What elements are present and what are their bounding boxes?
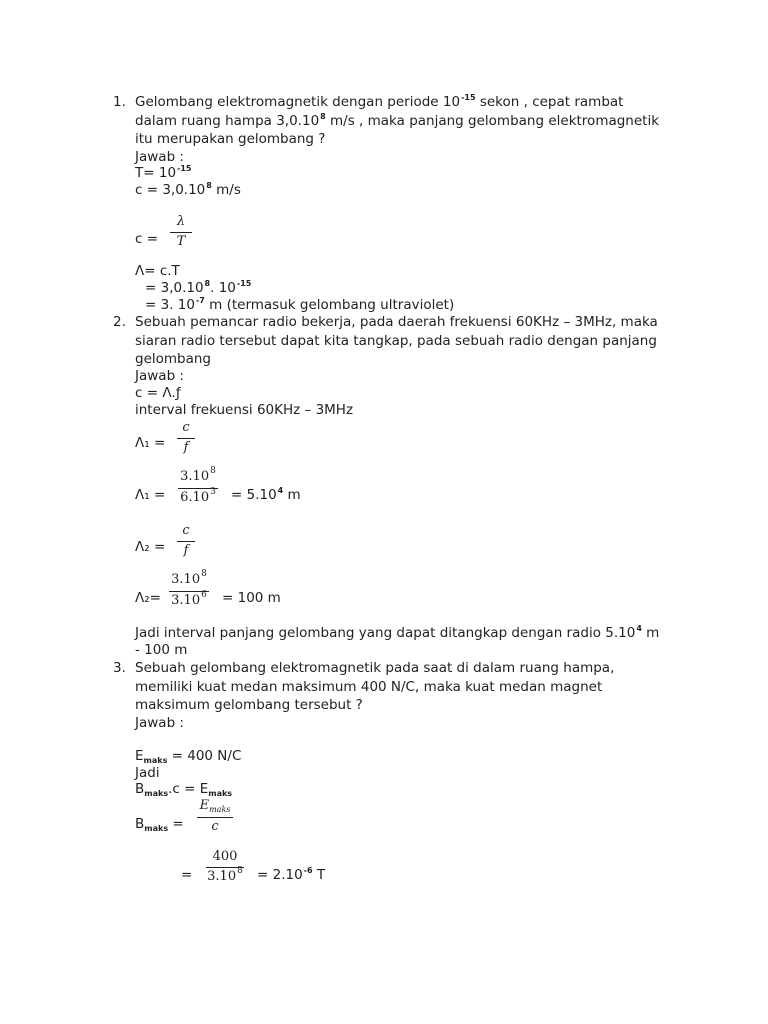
lambda1-lhs: Λ₁ =	[135, 487, 166, 503]
fraction-numerator: 3.10$^8$	[180, 466, 216, 484]
question-line: siaran radio tersebut dapat kita tangkap, pada sebuah radio dengan panjang	[135, 333, 657, 349]
fraction-numerator: $E_{maks}$	[199, 798, 231, 814]
jadi-label: Jadi	[135, 765, 160, 781]
fraction-denominator: 6.10$^3$	[180, 487, 216, 505]
conclusion-line: - 100 m	[135, 642, 188, 658]
fraction-lambda1-values	[178, 466, 218, 507]
fraction-bar	[197, 817, 233, 818]
question-line: Sebuah pemancar radio bekerja, pada daerah frekuensi 60KHz – 3MHz, maka	[135, 314, 658, 330]
calc-result: = 3. $10^{-7}$ m (termasuk gelombang ultraviolet)	[145, 296, 455, 313]
given-field: $E_{maks} = 400$ N/C	[135, 748, 242, 765]
fraction-numerator: 400	[212, 849, 238, 864]
lambda2-lhs: Λ₂ =	[135, 539, 166, 555]
answer-label: Jawab :	[135, 149, 184, 165]
conclusion-line: Jadi interval panjang gelombang yang dapat ditangkap dengan radio 5.10$^4$ m	[135, 624, 660, 641]
problem-number: 2.	[113, 314, 126, 330]
question-line: itu merupakan gelombang ?	[135, 131, 326, 147]
lambda1-lhs: Λ₁ =	[135, 435, 166, 451]
b-max-lhs: $B_{maks}$ =	[135, 816, 184, 833]
fraction-numerator: c	[182, 420, 190, 435]
fraction-bar	[170, 232, 192, 233]
fraction-numerator: c	[182, 523, 190, 538]
relation: $B_{maks}.c = E_{maks}$	[135, 781, 233, 798]
fraction-denominator: f	[183, 543, 189, 558]
fraction-c-over-f	[177, 523, 195, 559]
fraction-final-values	[206, 849, 244, 886]
question-line: gelombang	[135, 351, 212, 367]
question-line: Gelombang elektromagnetik dengan periode $10^{-15}$ sekon , cepat rambat	[135, 93, 624, 110]
question-line: dalam ruang hampa 3,0.10$^8$ m/s , maka panjang gelombang elektromagnetik	[135, 112, 660, 129]
speed-formula: c = Λ.ƒ	[135, 385, 181, 401]
fraction-emax-over-c	[197, 798, 233, 835]
final-result: = $2.10^{-6}$ T	[257, 866, 326, 883]
fraction-denominator: 3.10$^6$	[171, 590, 207, 608]
lambda2-result: = 100 m	[222, 590, 281, 606]
given-speed: $c = 3,0.10^8$ m/s	[135, 181, 241, 198]
problem-number: 3.	[113, 660, 126, 676]
fraction-lambda2-values	[169, 569, 209, 610]
calc-step: = $3,0.10^8$. $10^{-15}$	[145, 279, 252, 296]
lambda1-result: = $5.10^4$ m	[231, 486, 301, 503]
fraction-denominator: T	[176, 234, 186, 249]
answer-label: Jawab :	[135, 715, 184, 731]
frequency-interval: interval frekuensi 60KHz – 3MHz	[135, 402, 354, 418]
fraction-bar	[177, 541, 195, 542]
answer-label: Jawab :	[135, 368, 184, 384]
fraction-denominator: f	[183, 440, 189, 455]
fraction-denominator: c	[211, 819, 219, 834]
fraction-lambda-over-t	[170, 214, 192, 250]
wavelength-formula: Λ= c.T	[135, 263, 180, 279]
question-line: maksimum gelombang tersebut ?	[135, 697, 363, 713]
final-equals: =	[181, 867, 193, 883]
formula-lhs: c =	[135, 231, 159, 247]
given-period: $T= 10^{-15}$	[135, 164, 192, 181]
fraction-denominator: 3.10$^8$	[207, 866, 243, 884]
fraction-numerator: λ	[176, 214, 186, 229]
question-line: Sebuah gelombang elektromagnetik pada saat di dalam ruang hampa,	[135, 660, 615, 676]
fraction-numerator: 3.10$^8$	[171, 569, 207, 587]
lambda2-lhs: Λ₂=	[135, 590, 161, 606]
question-line: memiliki kuat medan maksimum 400 N/C, maka kuat medan magnet	[135, 679, 603, 695]
fraction-c-over-f	[177, 420, 195, 456]
fraction-bar	[177, 438, 195, 439]
problem-number: 1.	[113, 94, 126, 110]
